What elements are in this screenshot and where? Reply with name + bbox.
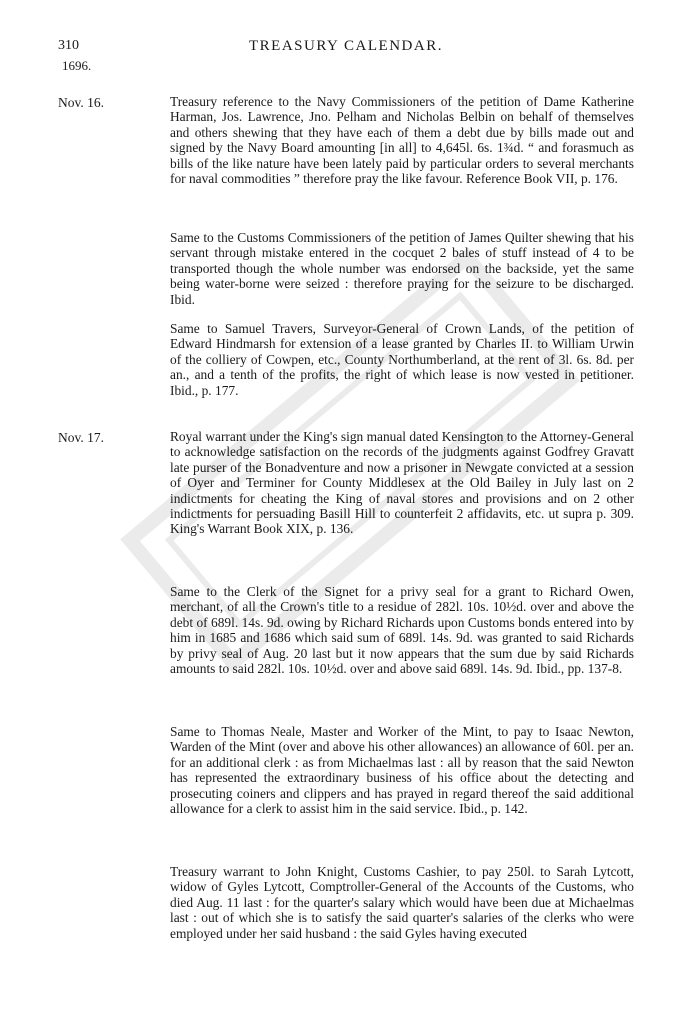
running-title: TREASURY CALENDAR. — [249, 38, 443, 54]
entry-text: Same to Thomas Neale, Master and Worker of the Mint, to pay to Isaac Newton, Warden of the Mint (over and above his other allowances) an allowance of 60l. per an. for an additional clerk : as from Michaelmas last : all by reason that the said Newton has represented the extraordinary business of his office about the detecting and prosecuting coiners and clippers and has prayed in regard thereof the said additional allowance for a clerk to assist him in the said service. Ibid., p. 142. — [170, 724, 634, 817]
calendar-entry — [170, 584, 634, 676]
calendar-entry — [170, 230, 634, 307]
entry-text: Treasury warrant to John Knight, Customs Cashier, to pay 250l. to Sarah Lytcott, widow of Gyles Lytcott, Comptroller-General of the Accounts of the Customs, who died Aug. 11 last : for the quarter's salary which would have been due at Michaelmas last : out of which she is to satisfy the said quarter's salaries of the clerks who were employed under her said husband : the said Gyles having executed — [170, 864, 634, 941]
entry-text: Royal warrant under the King's sign manual dated Kensington to the Attorney-General to acknowledge satisfaction on the records of the judgments against Godfrey Gravatt late purser of the Bonadventure and now a prisoner in Newgate convicted at a session of Oyer and Terminer for County Middlesex at the Old Bailey in July last on 2 indictments for cheating the King of naval stores and provisions and on 2 other indictments for persuading Basill Hill to counterfeit 2 affidavits, etc. ut supra p. 309. King's Warrant Book XIX, p. 136. — [170, 429, 634, 537]
calendar-entry — [170, 864, 634, 941]
entry-text: Same to the Clerk of the Signet for a privy seal for a grant to Richard Owen, merchant, of all the Crown's title to a residue of 282l. 10s. 10½d. over and above the debt of 689l. 14s. 9d. owing by Richard Richards upon Customs bonds entered into by him in 1685 and 1686 which said sum of 689l. 14s. 9d. was granted to said Richards by privy seal of Aug. 20 last but it now appears that the sum due by said Richards amounts to said 282l. 10s. 10½d. over and above said 689l. 14s. 9d. Ibid., pp. 137-8. — [170, 584, 634, 677]
calendar-entry — [170, 429, 634, 537]
entry-text: Treasury reference to the Navy Commissioners of the petition of Dame Katherine Harman, Jos. Lawrence, Jno. Pelham and Nicholas Belbin on behalf of themselves and others shewing that they have each of them a debt due by bills made out and signed by the Navy Board amounting [in all] to 4,645l. 6s. 1¾d. “ and forasmuch as bills of the like nature have been lately paid by particular orders to several merchants for naval commodities ” therefore pray the like favour. Reference Book VII, p. 176. — [170, 94, 634, 187]
calendar-entry — [170, 724, 634, 816]
entry-text: Same to the Customs Commissioners of the petition of James Quilter shewing that his servant through mistake entered in the cocquet 2 bales of stuff instead of 4 to be transported though the whole number was endorsed on the backside, yet the same being water-borne were seized : therefore praying for the seizure to be discharged. Ibid. — [170, 230, 634, 307]
page-header — [58, 38, 634, 58]
page-number: 310 — [58, 38, 79, 53]
calendar-entry — [170, 94, 634, 186]
entry-date: Nov. 17. — [58, 430, 104, 445]
year-marker: 1696. — [62, 58, 92, 73]
entry-date: Nov. 16. — [58, 95, 104, 110]
calendar-entry — [170, 321, 634, 398]
entry-text: Same to Samuel Travers, Surveyor-General of Crown Lands, of the petition of Edward Hindmarsh for extension of a lease granted by Charles II. to William Urwin of the colliery of Cowpen, etc., County Northumberland, at the rent of 3l. 6s. 8d. per an., and a tenth of the profits, the right of which lease is now vested in petitioner. Ibid., p. 177. — [170, 321, 634, 398]
